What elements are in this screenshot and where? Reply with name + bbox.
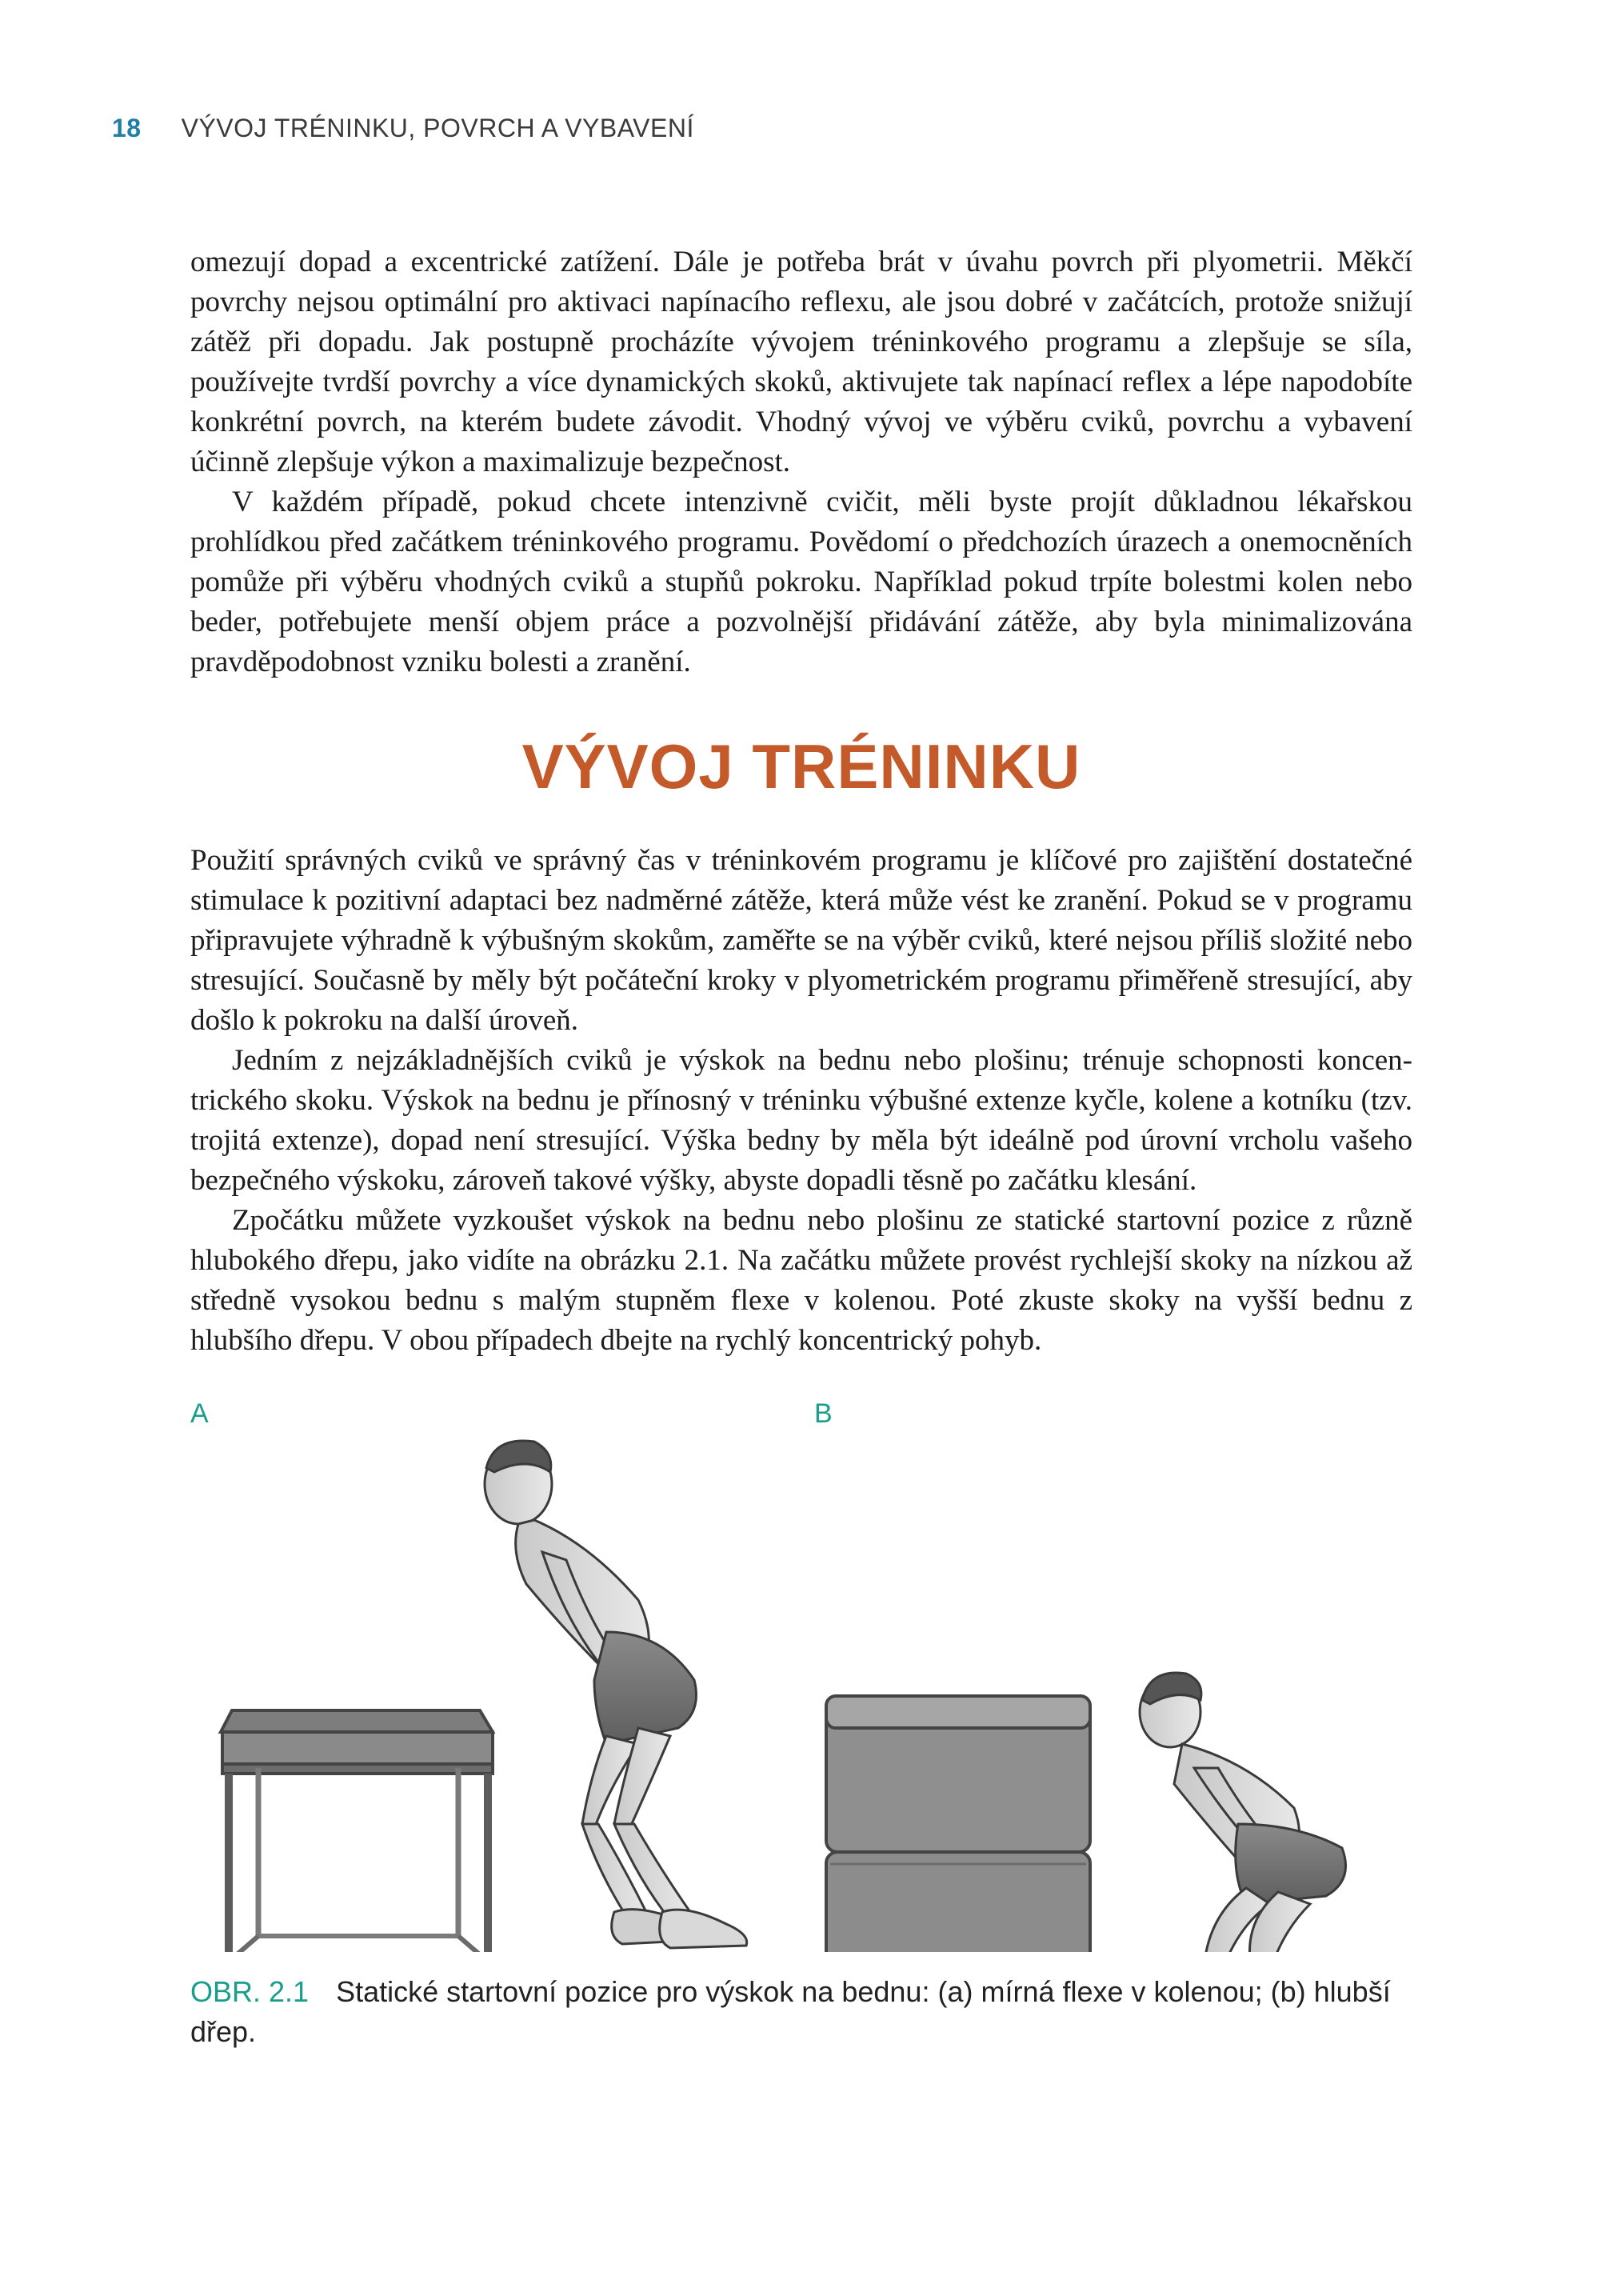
athlete-b-illustration xyxy=(1140,1673,1346,1952)
text-block-section xyxy=(190,841,1412,1361)
figure-illustration xyxy=(190,1392,1412,1952)
figure-label-a: A xyxy=(190,1398,209,1429)
paragraph: Použití správných cviků ve správný čas v tréninkovém programu je klíčové pro zajištění dostatečné stimulace k pozitivní adaptaci bez nadměrné zátěže, která může vést ke zranění. Pokud se v programu připravujete výhradně k výbušným skokům, zaměřte se na výběr cviků, které nejsou příliš složité nebo stresující. Současně by měly být počáteční kroky v plyometrickém programu přiměřeně stresující, aby došlo k pokroku na další úroveň. xyxy=(190,844,1412,1037)
running-head xyxy=(112,114,694,143)
paragraph: omezují dopad a excentrické zatížení. Dále je potřeba brát v úvahu povrch při plyometrii. Měkčí povrchy nejsou optimální pro aktivaci napínacího reflexu, ale jsou dobré v začátcích, protože snižují zátěž při dopadu. Jak postupně procházíte vývojem tréninkového programu a zlepšuje se síla, používejte tvrdší povrchy a více dynamických skoků, aktivujete tak napínací reflex a lépe napodobíte konkrétní povrch, na kterém budete závodit. Vhodný vývoj ve výběru cviků, povrchu a vybavení účinně zlepšuje výkon a maximalizuje bezpečnost. xyxy=(190,246,1412,478)
paragraph: Jedním z nejzákladnějších cviků je výskok na bednu nebo plošinu; trénuje schopnosti koncentrického skoku. Výskok na bednu je přínosný v tréninku výbušné extenze kyčle, kolene a kotníku (tzv. trojitá extenze), dopad není stresující. Výška bedny by měla být ideálně pod úrovní vrcholu vašeho bezpečného výskoku, zároveň takové výšky, abyste dopadli těsně po začátku klesání. xyxy=(190,1044,1412,1197)
figure-caption xyxy=(190,1972,1412,2052)
page-number: 18 xyxy=(112,114,142,142)
frame-box-illustration xyxy=(221,1710,493,1952)
figure-label-b: B xyxy=(814,1398,833,1429)
text-block-intro xyxy=(190,242,1412,682)
paragraph: Zpočátku můžete vyzkoušet výskok na bednu nebo plošinu ze statické startovní pozice z různě hlubokého dřepu, jako vidíte na obrázku 2.1. Na začátku můžete provést rychlejší skoky na nízkou až středně vysokou bednu s malým stupněm flexe v kolenou. Poté zkuste skoky na vyšší bednu z hlubšího dřepu. V obou případech dbejte na rychlý koncentrický pohyb. xyxy=(190,1204,1412,1357)
caption-label: OBR. 2.1 xyxy=(190,1975,310,2008)
athlete-a-illustration xyxy=(485,1441,747,1948)
caption-text: Statické startovní pozice pro výskok na bednu: (a) mírná flexe v kolenou; (b) hlubší dřep. xyxy=(190,1975,1391,2048)
soft-box-illustration xyxy=(826,1696,1090,1952)
running-title: VÝVOJ TRÉNINKU, POVRCH A VYBAVENÍ xyxy=(181,114,694,142)
paragraph: V každém případě, pokud chcete intenzivně cvičit, měli byste projít důkladnou lékařskou prohlídkou před začátkem tréninkového programu. Povědomí o předchozích úrazech a onemocněních pomůže při výběru vhodných cviků a stupňů pokroku. Například pokud trpíte bolestmi kolen nebo beder, potřebujete menší objem práce a pozvolnější přidávání zátěže, aby byla minimalizována pravděpodobnost vzniku bolesti a zranění. xyxy=(190,486,1412,678)
section-title: VÝVOJ TRÉNINKU xyxy=(521,731,1081,802)
